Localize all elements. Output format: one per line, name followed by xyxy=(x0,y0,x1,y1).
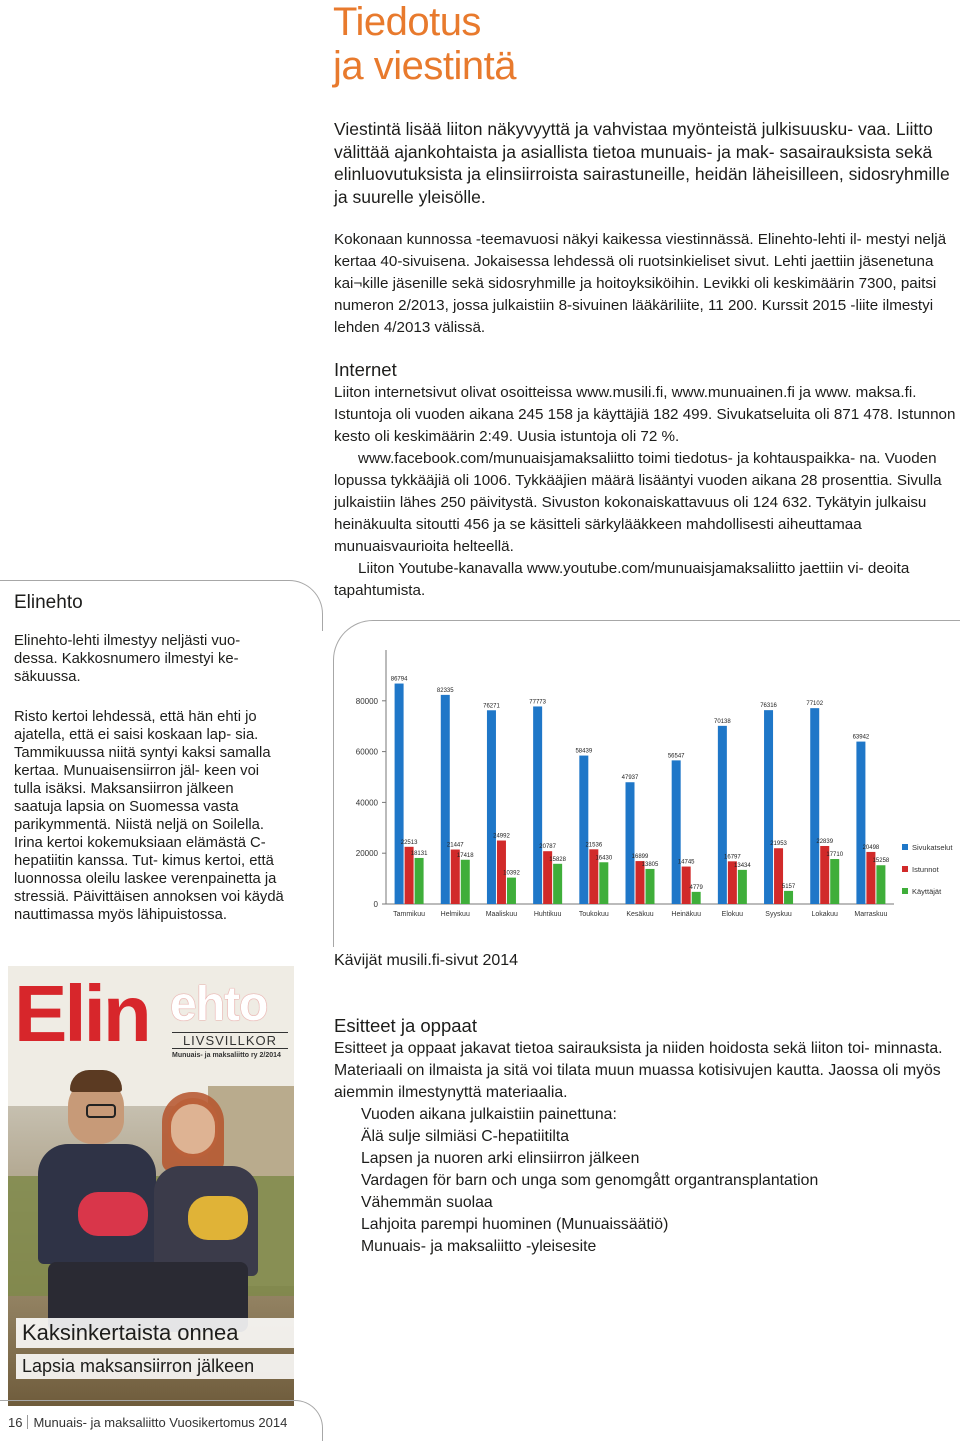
data-label: 86794 xyxy=(390,676,408,683)
bar xyxy=(553,864,562,904)
data-label: 20787 xyxy=(539,844,556,851)
footer-separator xyxy=(27,1415,28,1429)
list-item: Munuais- ja maksaliitto -yleisesite xyxy=(361,1238,597,1255)
list-item: Lapsen ja nuoren arki elinsiirron jälkeen xyxy=(361,1150,640,1167)
cover-issue: Munuais- ja maksaliitto ry 2/2014 xyxy=(172,1052,281,1059)
y-tick-label: 80000 xyxy=(355,696,378,706)
y-tick-label: 20000 xyxy=(355,849,378,859)
list-item: Älä sulje silmiäsi C-hepatiitilta xyxy=(361,1128,570,1145)
esitteet-paragraph: Esitteet ja oppaat jakavat tietoa sairauksista ja niiden hoidosta sekä liiton toi- minnasta. Materiaali on ilmaista ja sitä voi tilata muun muassa kotisivujen kautta. Jaossa oli myös aiemmin ilmestynyttä materiaalia. xyxy=(334,1040,943,1101)
sidebar-paragraph-2: Risto kertoi lehdessä, että hän ehti jo ajatella, että ei saisi koskaan lap- sia. Tammikuussa niitä syntyi kaksi samalla kertaa. Munuaisensiirron jäl- keen voi tulla isäksi. Maksansiirron jälkeen saatuja lapsia on Suomessa vasta parikymmentä. Niistä neljä on Soilella. Irina kertoi kokemuksiaan elämästä C-hepatiitin kanssa. Tut- kimus kertoi, että luonnossa oleilu laskee verenpainetta ja stressiä. Päivittäisen annoksen voi käydä nauttimassa myös lähipuistossa. xyxy=(14,709,284,923)
bar xyxy=(487,710,496,904)
data-label: 56547 xyxy=(667,753,685,760)
bar xyxy=(441,695,450,904)
data-label: 22513 xyxy=(400,839,418,846)
glasses-icon xyxy=(86,1104,116,1118)
magazine-cover xyxy=(8,966,294,1406)
chart-caption: Kävijät musili.fi-sivut 2014 xyxy=(334,952,519,969)
data-label: 15828 xyxy=(549,856,566,863)
bar xyxy=(774,848,783,904)
page-number: 16 xyxy=(8,1415,23,1430)
x-tick-label: Maaliskuu xyxy=(485,911,518,918)
bar xyxy=(810,708,819,904)
bar xyxy=(830,859,839,904)
y-tick-label: 60000 xyxy=(355,747,378,757)
data-label: 47937 xyxy=(621,775,639,782)
internet-paragraph-2: www.facebook.com/munuaisjamaksaliitto toimi tiedotus- ja kohtauspaikka- na. Vuoden lopussa tykkääjiä oli 1006. Tykkääjien määrä lisääntyi vuoden aikana 28 prosenttia. Sivulla julkaistiin lähes 250 päivitystä. Sivuston kokonaiskattavuus oli 124 632. Tykätyin julkaisu heinäkuulta sitoutti 456 ja se käsitteli särkylääkkeen mahdollisesti aiheuttamaa munuaisvaurioita helteellä. xyxy=(334,450,942,555)
legend-label: Istunnot xyxy=(912,865,939,874)
data-label: 15258 xyxy=(872,858,890,865)
sidebar-paragraph-1: Elinehto-lehti ilmestyy neljästi vuo- dessa. Kakkosnumero ilmestyi ke- säkuussa. xyxy=(14,633,241,685)
intro-paragraph: Viestintä lisää liiton näkyvyyttä ja vahvistaa myönteistä julkisuusku- vaa. Liitto välittää ajankohtaista ja asiallista tietoa munuais- ja mak- sasairauksista sekä elinluovutuksista ja elinsiirroista sairastuneille, heidän läheisilleen, sidosryhmille ja suurelle yleisölle. xyxy=(334,119,950,207)
baby-1 xyxy=(78,1192,148,1236)
bar xyxy=(579,756,588,904)
list-item: Vuoden aikana julkaistiin painettuna: xyxy=(361,1106,617,1123)
cover-logo-elin: Elin xyxy=(14,969,149,1058)
data-label: 76316 xyxy=(760,703,777,710)
cover-subheadline: Lapsia maksansiirron jälkeen xyxy=(16,1354,294,1379)
legend-label: Sivukatselut xyxy=(912,843,953,852)
data-label: 21447 xyxy=(446,842,464,849)
data-label: 20498 xyxy=(862,844,880,851)
bar xyxy=(692,892,701,904)
bar xyxy=(461,860,470,904)
visitors-chart xyxy=(334,640,960,940)
brochure-list xyxy=(361,1104,818,1258)
x-tick-label: Helmikuu xyxy=(440,911,470,918)
data-label: 10392 xyxy=(503,870,520,877)
esitteet-section xyxy=(334,1014,958,1104)
data-label: 17418 xyxy=(456,852,474,859)
page-footer xyxy=(8,1415,287,1430)
bar xyxy=(672,760,681,904)
baby-2 xyxy=(188,1196,248,1240)
data-label: 21536 xyxy=(585,842,603,849)
cover-logo-ehto: ehto xyxy=(170,978,268,1031)
data-label: 77102 xyxy=(806,701,824,708)
data-label: 58439 xyxy=(575,748,593,755)
esitteet-heading: Esitteet ja oppaat xyxy=(334,1015,477,1036)
internet-heading: Internet xyxy=(334,359,397,380)
y-tick-label: 0 xyxy=(373,900,378,909)
cover-headline: Kaksinkertaista onnea xyxy=(16,1318,294,1348)
legend-swatch xyxy=(902,844,908,850)
data-label: 77773 xyxy=(529,699,546,706)
bar xyxy=(876,865,885,904)
x-tick-label: Toukokuu xyxy=(578,911,609,918)
data-label: 16430 xyxy=(595,855,613,862)
list-item: Vardagen för barn och unga som genomgått organtransplantation xyxy=(361,1172,819,1189)
bar xyxy=(599,862,608,904)
sidebar-heading: Elinehto xyxy=(14,592,83,613)
x-tick-label: Heinäkuu xyxy=(671,911,701,918)
data-label: 14745 xyxy=(677,859,695,866)
legend-swatch xyxy=(902,866,908,872)
bar xyxy=(646,869,655,904)
page-title xyxy=(333,0,516,88)
elinehto-paragraph: Kokonaan kunnossa -teemavuosi näkyi kaikessa viestinnässä. Elinehto-lehti il- mestyi neljä kertaa 40-sivuisena. Jokaisessa lehdessä oli ruotsinkieliset sivut. Lehti jaettiin jäsenetuna kai¬kille jäsenille sekä sidosryhmille ja hoitoyksiköihin. Levikki oli keskimäärin 7300, paitsi numeron 2/2013, jossa julkaistiin 8-sivuinen lääkäriliite, 11 200. Kurssit 2015 -liite ilmestyi lehden 4/2013 välissä. xyxy=(334,231,947,336)
cover-subtitle: LIVSVILLKOR xyxy=(172,1032,288,1049)
internet-section xyxy=(334,358,958,602)
x-tick-label: Syyskuu xyxy=(765,911,792,918)
woman-face xyxy=(171,1104,215,1154)
bar xyxy=(626,782,635,904)
bar xyxy=(856,742,865,904)
bar xyxy=(395,684,404,904)
x-tick-label: Tammikuu xyxy=(393,911,426,918)
data-label: 82335 xyxy=(436,687,454,694)
x-tick-label: Kesäkuu xyxy=(626,911,654,918)
data-label: 24992 xyxy=(493,833,510,840)
data-label: 13434 xyxy=(734,862,751,869)
bar xyxy=(415,858,424,904)
data-label: 13805 xyxy=(641,861,659,868)
data-label: 63942 xyxy=(852,734,870,741)
bar xyxy=(764,710,773,904)
internet-paragraph-3: Liiton Youtube-kanavalla www.youtube.com/munuaisjamaksaliitto jaettiin vi- deoita tapahtumista. xyxy=(334,560,910,599)
bar xyxy=(718,726,727,904)
x-tick-label: Elokuu xyxy=(721,911,744,918)
bar xyxy=(738,870,747,904)
data-label: 16797 xyxy=(724,854,741,861)
x-tick-label: Marraskuu xyxy=(854,911,888,918)
bar xyxy=(533,706,542,904)
page-title-line-1: Tiedotus xyxy=(333,0,481,44)
data-label: 5157 xyxy=(781,883,796,890)
footer-text: Munuais- ja maksaliitto Vuosikertomus 2014 xyxy=(33,1415,288,1430)
data-label: 4779 xyxy=(689,884,703,891)
man-hair xyxy=(70,1070,122,1092)
data-label: 18131 xyxy=(410,850,428,857)
legend-swatch xyxy=(902,888,908,894)
data-label: 21953 xyxy=(770,841,787,848)
y-tick-label: 40000 xyxy=(355,798,378,808)
data-label: 17710 xyxy=(826,852,844,859)
bar xyxy=(784,891,793,904)
data-label: 76271 xyxy=(483,703,500,710)
data-label: 22839 xyxy=(816,838,834,845)
internet-paragraph-1: Liiton internetsivut olivat osoitteissa www.musili.fi, www.munuainen.fi ja www. maksa.fi. Istuntoja oli vuoden aikana 245 158 ja käyttäjiä 182 499. Sivukatseluita oli 871 478. Istunnon kesto oli keskimäärin 2:49. Uusia istuntoja oli 72 %. xyxy=(334,384,956,445)
x-tick-label: Lokakuu xyxy=(811,911,838,918)
page-title-line-2: ja viestintä xyxy=(333,44,516,88)
x-tick-label: Huhtikuu xyxy=(533,911,562,918)
data-label: 16899 xyxy=(631,854,649,861)
data-label: 70138 xyxy=(714,718,731,725)
list-item: Vähemmän suolaa xyxy=(361,1194,493,1211)
list-item: Lahjoita parempi huominen (Munuaissäätiö) xyxy=(361,1216,669,1233)
bar xyxy=(507,878,516,904)
legend-label: Käyttäjät xyxy=(912,887,942,896)
